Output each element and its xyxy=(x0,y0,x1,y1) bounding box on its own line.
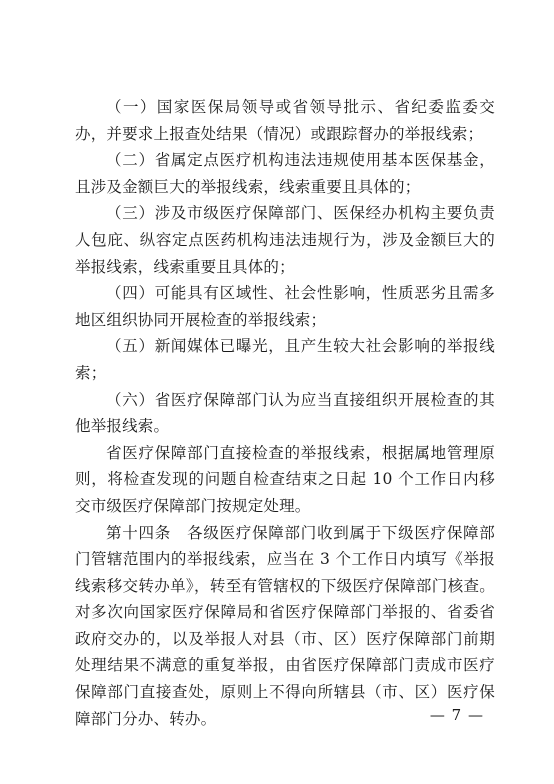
paragraph-item-6: （六）省医疗保障部门认为应当直接组织开展检查的其他举报线索。 xyxy=(75,390,495,436)
paragraph-item-3: （三）涉及市级医疗保障部门、医保经办机构主要负责人包庇、纵容定点医药机构违法违规行为，涉及金额巨大的举报线索，线索重要且具体的； xyxy=(75,204,495,276)
paragraph-item-5: （五）新闻媒体已曝光，且产生较大社会影响的举报线索； xyxy=(75,337,495,382)
paragraph-item-4: （四）可能具有区域性、社会性影响，性质恶劣且需多地区组织协同开展检查的举报线索； xyxy=(75,284,495,329)
paragraph-item-1: （一）国家医保局领导或省领导批示、省纪委监委交办，并要求上报查处结果（情况）或跟踪督办的举报线索； xyxy=(75,98,495,143)
document-body xyxy=(75,94,495,732)
page-number: — 7 — xyxy=(429,706,484,724)
paragraph-article-14: 第十四条 各级医疗保障部门收到属于下级医疗保障部门管辖范围内的举报线索，应当在 3 个工作日内填写《举报线索移交转办单》，转至有管辖权的下级医疗保障部门核查。对多次向国家医疗保障局和省医疗保障部门举报的、省委省政府交办的，以及举报人对县（市、区）医疗保障部门前期处理结果不满意的重复举报，由省医疗保障部门责成市医疗保障部门直接查处，原则上不得向所辖县（市、区）医疗保障部门分办、转办。 xyxy=(75,523,495,728)
paragraph-provincial-inspection: 省医疗保障部门直接检查的举报线索，根据属地管理原则，将检查发现的问题自检查结束之日起 10 个工作日内移交市级医疗保障部门按规定处理。 xyxy=(75,443,495,515)
paragraph-item-2: （二）省属定点医疗机构违法违规使用基本医保基金，且涉及金额巨大的举报线索，线索重要且具体的； xyxy=(75,151,495,196)
